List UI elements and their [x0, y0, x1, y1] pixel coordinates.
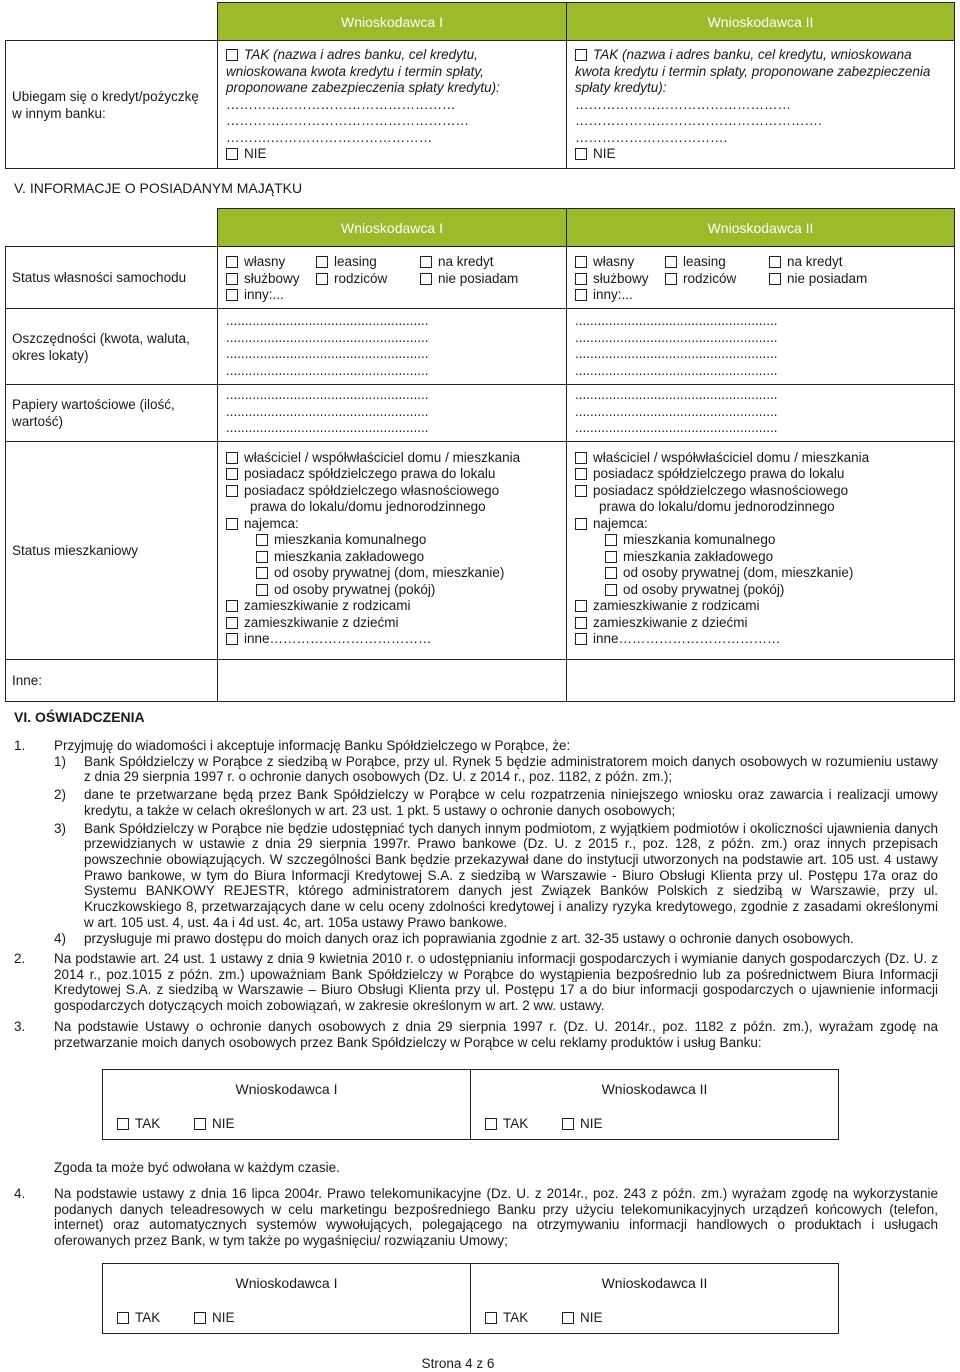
option-private-house: od osoby prywatnej (dom, mieszkanie) — [274, 565, 505, 580]
applicant-1-header: Wnioskodawca I — [103, 1264, 471, 1302]
tak-option-text: TAK (nazwa i adres banku, cel kredytu, wnioskowana kwota kredytu i termin spłaty, proponowane zabezpieczenia spłaty kredytu): — [575, 47, 931, 95]
checkbox[interactable] — [575, 518, 587, 530]
car-status-label: Status własności samochodu — [6, 247, 218, 309]
page-number: Strona 4 z 6 — [421, 1356, 495, 1371]
checkbox[interactable] — [256, 584, 268, 596]
housing-status-applicant-2 — [567, 441, 955, 659]
savings-label: Oszczędności (kwota, waluta, okres lokaty) — [6, 309, 218, 385]
checkbox[interactable] — [420, 256, 432, 268]
statement-2 — [14, 951, 938, 1014]
car-status-applicant-1 — [218, 247, 567, 309]
dots-line: ...................................................... — [226, 346, 429, 361]
item-text: Bank Spółdzielczy w Porąbce z siedzibą w Porąbce, przy ul. Rynek 5 będzie administratorem moich danych osobowych w rozumieniu ustawy z dnia 29 sierpnia 1997 r. o ochronie danych osobowych (Dz. U. z 2014 r., poz. 1182, z późn. zm.); — [84, 753, 938, 785]
dots-line: ...................................................... — [226, 362, 429, 378]
assets-table — [5, 208, 955, 702]
checkbox[interactable] — [316, 273, 328, 285]
checkbox[interactable] — [575, 273, 587, 285]
applicant-2-header: Wnioskodawca II — [567, 3, 955, 41]
other-applicant-1[interactable] — [218, 659, 567, 701]
nie-checkbox[interactable] — [575, 148, 587, 160]
option-none: nie posiadam — [438, 270, 519, 286]
checkbox[interactable] — [575, 600, 587, 612]
checkbox[interactable] — [605, 551, 617, 563]
option-coop-ownership-cont: prawa do lokalu/domu jednorodzinnego — [599, 499, 835, 514]
checkbox[interactable] — [256, 567, 268, 579]
tak-checkbox[interactable] — [117, 1312, 129, 1324]
checkbox[interactable] — [226, 617, 238, 629]
option-parents: rodziców — [334, 270, 388, 286]
section-5-title: V. INFORMACJE O POSIADANYM MAJĄTKU — [14, 180, 303, 196]
checkbox[interactable] — [226, 485, 238, 497]
housing-status-label: Status mieszkaniowy — [6, 441, 218, 659]
tak-checkbox[interactable] — [226, 49, 238, 61]
consent-applicant-1 — [103, 1108, 471, 1140]
option-with-children: zamieszkiwanie z dziećmi — [593, 614, 748, 630]
option-coop-ownership-cont: prawa do lokalu/domu jednorodzinnego — [250, 499, 486, 514]
nie-label: NIE — [580, 1309, 603, 1325]
option-none: nie posiadam — [787, 270, 868, 286]
option-tenant: najemca: — [244, 515, 299, 531]
checkbox[interactable] — [605, 534, 617, 546]
dots-line: ...................................................... — [575, 403, 778, 419]
option-with-parents: zamieszkiwanie z rodzicami — [593, 598, 760, 613]
statement-text: Na podstawie art. 24 ust. 1 ustawy z dnia 9 kwietnia 2010 r. o udostępnianiu informacji gospodarczych i wymianie danych gospodarczych (Dz. U. z 2014 r., poz.1015 z późn. zm.) upoważniam Bank Spółdzielczy w Porąbce do wystąpienia bezpośrednio lub za pośrednictwem Biura Informacji Kredytowej S.A. z siedzibą w Warszawie – Biuro Obsługi Klienta przy ul. Postępu 17 a do biur informacji gospodarczych o ujawnienie informacji gospodarczych dotyczących moich zobowiązań, w zakresie określonym w art. 2 ww. ustawy. — [54, 951, 938, 1014]
nie-checkbox[interactable] — [194, 1312, 206, 1324]
option-coop-ownership: posiadacz spółdzielczego własnościowego — [244, 482, 500, 498]
checkbox[interactable] — [256, 551, 268, 563]
checkbox[interactable] — [226, 468, 238, 480]
applicant-1-header: Wnioskodawca I — [218, 209, 567, 247]
statement-number: 1. — [14, 738, 26, 753]
statement-1 — [14, 738, 938, 947]
other-bank-applicant-1 — [218, 41, 567, 169]
checkbox[interactable] — [665, 273, 677, 285]
checkbox[interactable] — [575, 289, 587, 301]
checkbox[interactable] — [575, 452, 587, 464]
securities-applicant-2[interactable] — [567, 385, 955, 442]
statement-number: 4. — [14, 1186, 26, 1201]
consent-applicant-2 — [471, 1108, 839, 1140]
nie-checkbox[interactable] — [562, 1312, 574, 1324]
statement-number: 3. — [14, 1019, 26, 1034]
option-leasing: leasing — [683, 254, 726, 269]
dots-line: ...................................................... — [575, 362, 778, 378]
option-credit: na kredyt — [787, 254, 843, 269]
checkbox[interactable] — [575, 468, 587, 480]
dots-line: ………………………………………… — [575, 96, 791, 112]
checkbox[interactable] — [316, 256, 328, 268]
checkbox[interactable] — [226, 518, 238, 530]
savings-applicant-2[interactable] — [567, 309, 955, 385]
statement-number: 2. — [14, 951, 26, 966]
statement-text: Przyjmuję do wiadomości i akceptuje informację Banku Spółdzielczego w Porąbce, że: — [54, 738, 571, 753]
option-owner: właściciel / współwłaściciel domu / mieszkania — [593, 449, 870, 465]
dots-line: ………………………………………………. — [575, 113, 822, 128]
dots-line: ...................................................... — [226, 420, 429, 435]
option-municipal: mieszkania komunalnego — [623, 532, 776, 547]
checkbox[interactable] — [769, 273, 781, 285]
tak-label: TAK — [135, 1309, 161, 1325]
nie-label: NIE — [593, 146, 616, 161]
applicant-2-header: Wnioskodawca II — [567, 209, 955, 247]
consent-table-telecom — [102, 1263, 839, 1334]
checkbox[interactable] — [226, 600, 238, 612]
option-other: inny:... — [593, 287, 633, 302]
option-coop-ownership: posiadacz spółdzielczego własnościowego — [593, 482, 849, 498]
option-own: własny — [244, 254, 286, 269]
other-bank-table — [5, 2, 955, 169]
option-owner: właściciel / współwłaściciel domu / mieszkania — [244, 449, 521, 465]
option-municipal: mieszkania komunalnego — [274, 532, 427, 547]
dots-line: ...................................................... — [575, 346, 778, 361]
nie-checkbox[interactable] — [226, 148, 238, 160]
checkbox[interactable] — [420, 273, 432, 285]
applicant-1-header: Wnioskodawca I — [218, 3, 567, 41]
dots-line: ...................................................... — [226, 313, 429, 328]
checkbox[interactable] — [769, 256, 781, 268]
consent-table-marketing — [102, 1069, 839, 1140]
dots-line: ……………………………. — [575, 129, 728, 145]
other-applicant-2[interactable] — [567, 659, 955, 701]
dots-line: ...................................................... — [575, 387, 778, 402]
checkbox[interactable] — [575, 256, 587, 268]
checkbox[interactable] — [226, 273, 238, 285]
item-number: 4) — [54, 931, 67, 947]
other-bank-label: Ubiegam się o kredyt/pożyczkę w innym banku: — [6, 41, 218, 169]
statement-3 — [14, 1019, 938, 1050]
checkbox[interactable] — [226, 633, 238, 645]
nie-checkbox[interactable] — [194, 1118, 206, 1130]
checkbox[interactable] — [605, 567, 617, 579]
other-bank-applicant-2 — [567, 41, 955, 169]
dots-line: ...................................................... — [226, 403, 429, 419]
other-label: Inne: — [6, 659, 218, 701]
tak-option-text: TAK (nazwa i adres banku, cel kredytu, wnioskowana kwota kredytu i termin spłaty, proponowane zabezpieczenia spłaty kredytu): — [226, 47, 500, 95]
securities-label: Papiery wartościowe (ilość, wartość) — [6, 385, 218, 442]
checkbox[interactable] — [575, 617, 587, 629]
checkbox[interactable] — [575, 633, 587, 645]
section-6-title: VI. OŚWIADCZENIA — [14, 709, 145, 725]
applicant-2-header: Wnioskodawca II — [471, 1264, 839, 1302]
dots-line: ...................................................... — [226, 387, 429, 402]
option-other: inne……………………………… — [593, 631, 781, 646]
checkbox[interactable] — [605, 584, 617, 596]
nie-label: NIE — [212, 1309, 235, 1325]
option-company: służbowy — [593, 270, 649, 286]
housing-status-applicant-1 — [218, 441, 567, 659]
option-company-flat: mieszkania zakładowego — [274, 548, 425, 564]
dots-line: ...................................................... — [575, 313, 778, 328]
option-credit: na kredyt — [438, 254, 494, 269]
dots-line: ……………………………………………… — [226, 113, 469, 128]
nie-checkbox[interactable] — [562, 1118, 574, 1130]
nie-label: NIE — [212, 1115, 235, 1131]
item-text: przysługuje mi prawo dostępu do moich danych oraz ich poprawiania zgodnie z art. 32-35 ustawy o ochronie danych osobowych. — [84, 931, 854, 947]
nie-label: NIE — [244, 146, 267, 161]
option-own: własny — [593, 254, 635, 269]
option-other: inny:... — [244, 287, 284, 302]
statement-4 — [14, 1186, 938, 1249]
checkbox[interactable] — [226, 289, 238, 301]
savings-applicant-1[interactable] — [218, 309, 567, 385]
item-number: 3) — [54, 820, 67, 836]
tak-checkbox[interactable] — [485, 1118, 497, 1130]
checkbox[interactable] — [226, 256, 238, 268]
option-parents: rodziców — [683, 270, 737, 286]
tak-checkbox[interactable] — [575, 49, 587, 61]
item-number: 1) — [54, 753, 67, 769]
tak-label: TAK — [135, 1115, 161, 1131]
applicant-1-header: Wnioskodawca I — [103, 1070, 471, 1108]
option-private-room: od osoby prywatnej (pokój) — [274, 581, 436, 597]
securities-applicant-1[interactable] — [218, 385, 567, 442]
dots-line: ……….……………………………… — [226, 129, 433, 145]
option-coop-right: posiadacz spółdzielczego prawa do lokalu — [244, 466, 496, 481]
option-company: służbowy — [244, 270, 300, 286]
option-company-flat: mieszkania zakładowego — [623, 548, 774, 564]
consent-revocation-note: Zgoda ta może być odwołana w każdym czasie. — [54, 1160, 340, 1175]
checkbox[interactable] — [226, 452, 238, 464]
consent-applicant-1 — [103, 1302, 471, 1334]
option-coop-right: posiadacz spółdzielczego prawa do lokalu — [593, 466, 845, 481]
tak-checkbox[interactable] — [485, 1312, 497, 1324]
tak-checkbox[interactable] — [117, 1118, 129, 1130]
tak-label: TAK — [503, 1309, 529, 1325]
option-tenant: najemca: — [593, 515, 648, 531]
option-other: inne……………………………… — [244, 631, 432, 646]
nie-label: NIE — [580, 1115, 603, 1131]
option-with-parents: zamieszkiwanie z rodzicami — [244, 598, 411, 613]
item-text: dane te przetwarzane będą przez Bank Spółdzielczy w Porąbce w celu rozpatrzenia niniejszego wniosku oraz zawarcia i realizacji umowy kredytu, a także w celach określonych w art. 23 ust. 1 pkt. 5 ustawy o ochronie danych osobowych; — [84, 787, 938, 818]
dots-line: ...................................................... — [226, 329, 429, 345]
dots-line: …………………………………………… — [226, 96, 456, 112]
tak-label: TAK — [503, 1115, 529, 1131]
applicant-2-header: Wnioskodawca II — [471, 1070, 839, 1108]
option-leasing: leasing — [334, 254, 377, 269]
checkbox[interactable] — [256, 534, 268, 546]
statement-text: Na podstawie ustawy z dnia 16 lipca 2004r. Prawo telekomunikacyjne (Dz. U. z 2014r., poz. 243 z późn. zm.) wyrażam zgodę na wykorzystanie podanych danych teleadresowych w celu marketingu bezpośredniego Banku przy użyciu telekomunikacyjnych urządzeń końcowych (telefon, internet) oraz automatycznych systemów wywołujących, polegającego na otrzymywaniu informacji handlowych o produktach i usługach oferowanych przez Bank, w tym także po wygaśnięciu/ rozwiązaniu Umowy; — [54, 1186, 938, 1249]
consent-applicant-2 — [471, 1302, 839, 1334]
item-number: 2) — [54, 787, 67, 803]
option-private-house: od osoby prywatnej (dom, mieszkanie) — [623, 565, 854, 580]
checkbox[interactable] — [665, 256, 677, 268]
car-status-applicant-2 — [567, 247, 955, 309]
option-private-room: od osoby prywatnej (pokój) — [623, 581, 785, 597]
checkbox[interactable] — [575, 485, 587, 497]
dots-line: ...................................................... — [575, 420, 778, 435]
option-with-children: zamieszkiwanie z dziećmi — [244, 614, 399, 630]
item-text: Bank Spółdzielczy w Porąbce nie będzie udostępniać tych danych innym podmiotom, z wyjątkiem podmiotów i okoliczności ujawnienia danych przewidzianych w ustawie z dnia 29 sierpnia 1997r. Prawo bankowe (Dz. U. z 2015 r., poz. 128, z późn. zm.) oraz innych przepisach powszechnie obowiązujących. W szczególności Bank będzie przekazywał dane do instytucji utworzonych na podstawie art. 105 ust. 4 ustawy Prawo bankowe, w tym do Biura Informacji Kredytowej S.A. z siedzibą w Warszawie - Biuro Obsługi Klienta przy ul. Postępu 17a oraz do Systemu BANKOWY REJESTR, którego administratorem danych jest Związek Banków Polskich z siedzibą w Warszawie, przy ul. Kruczkowskiego 8, przetwarzających dane w celu oceny zdolności kredytowej i analizy ryzyka kredytowego, zgodnie z zasadami określonymi w art. 105 ust. 4, ust. 4a i 4d ust. 4c, art. 105a ustawy Prawo bankowe. — [84, 820, 938, 930]
dots-line: ...................................................... — [575, 329, 778, 345]
statement-text: Na podstawie Ustawy o ochronie danych osobowych z dnia 29 sierpnia 1997 r. (Dz. U. 2014r., poz. 1182 z późn. zm.), wyrażam zgodę na przetwarzanie moich danych osobowych przez Bank Spółdzielczy w Porąbce w celu reklamy produktów i usług Banku: — [54, 1019, 938, 1050]
